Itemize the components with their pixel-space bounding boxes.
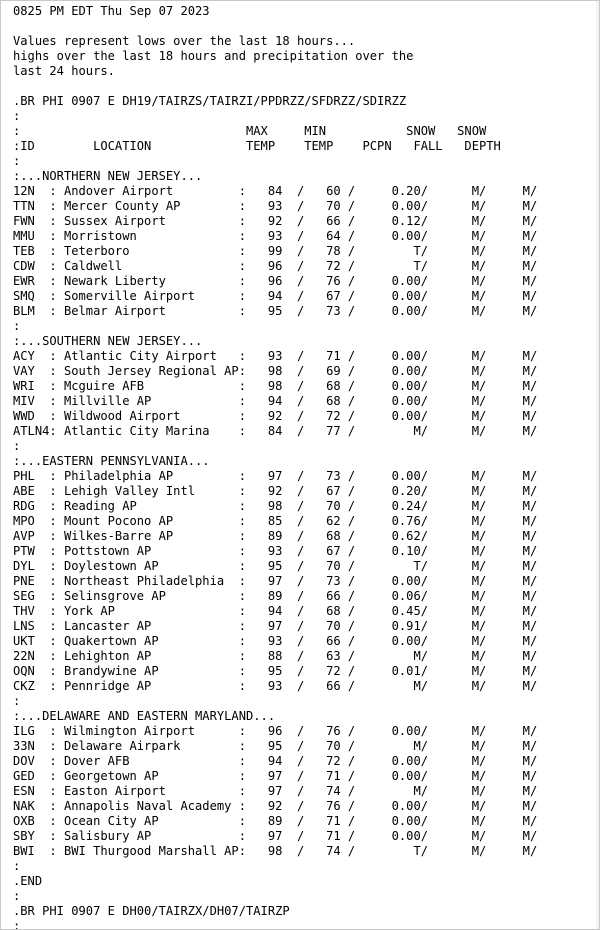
station-row: 22N : Lehighton AP : 88 / 63 / M/ M/ M/ [13,649,538,663]
station-row: MIV : Millville AP : 94 / 68 / 0.00/ M/ M/ [13,394,538,408]
station-row: ABE : Lehigh Valley Intl : 92 / 67 / 0.20/ M/ M/ [13,484,538,498]
separator-colon: : [13,859,21,873]
section-heading: :...SOUTHERN NEW JERSEY... [13,334,203,348]
column-header-line: :ID LOCATION TEMP TEMP PCPN FALL DEPTH [13,139,501,153]
station-row: TEB : Teterboro : 99 / 78 / T/ M/ M/ [13,244,538,258]
station-row: PNE : Northeast Philadelphia : 97 / 73 / 0.00/ M/ M/ [13,574,538,588]
station-row: RDG : Reading AP : 98 / 70 / 0.24/ M/ M/ [13,499,538,513]
intro-line: last 24 hours. [13,64,115,78]
station-row: WRI : Mcguire AFB : 98 / 68 / 0.00/ M/ M/ [13,379,538,393]
separator-colon: : [13,889,21,903]
section-heading: :...DELAWARE AND EASTERN MARYLAND... [13,709,276,723]
station-row: 12N : Andover Airport : 84 / 60 / 0.20/ M/ M/ [13,184,538,198]
station-row: BLM : Belmar Airport : 95 / 73 / 0.00/ M/ M/ [13,304,538,318]
station-row: ILG : Wilmington Airport : 96 / 76 / 0.00/ M/ M/ [13,724,538,738]
station-row: UKT : Quakertown AP : 93 / 66 / 0.00/ M/ M/ [13,634,538,648]
station-row: OXB : Ocean City AP : 89 / 71 / 0.00/ M/ M/ [13,814,538,828]
station-row: 33N : Delaware Airpark : 95 / 70 / M/ M/ M/ [13,739,538,753]
station-row: OQN : Brandywine AP : 95 / 72 / 0.01/ M/ M/ [13,664,538,678]
station-row: SBY : Salisbury AP : 97 / 71 / 0.00/ M/ M/ [13,829,538,843]
station-row: ESN : Easton Airport : 97 / 74 / M/ M/ M/ [13,784,538,798]
blank-line [13,19,537,34]
separator-colon: : [13,319,21,333]
climate-report-text [13,4,537,930]
station-row: FWN : Sussex Airport : 92 / 66 / 0.12/ M/ M/ [13,214,538,228]
separator-colon: : [13,109,21,123]
station-row: MPO : Mount Pocono AP : 85 / 62 / 0.76/ M/ M/ [13,514,538,528]
section-heading: :...NORTHERN NEW JERSEY... [13,169,203,183]
station-row: CKZ : Pennridge AP : 93 / 66 / M/ M/ M/ [13,679,538,693]
station-row: GED : Georgetown AP : 97 / 71 / 0.00/ M/ M/ [13,769,538,783]
station-row: EWR : Newark Liberty : 96 / 76 / 0.00/ M/ M/ [13,274,538,288]
report-timestamp: 0825 PM EDT Thu Sep 07 2023 [13,4,210,18]
station-row: ATLN4: Atlantic City Marina : 84 / 77 / M/ M/ M/ [13,424,538,438]
separator-colon: : [13,439,21,453]
station-row: VAY : South Jersey Regional AP: 98 / 69 / 0.00/ M/ M/ [13,364,538,378]
station-row: TTN : Mercer County AP : 93 / 70 / 0.00/ M/ M/ [13,199,538,213]
separator-colon: : [13,154,21,168]
shef-header-line: .BR PHI 0907 E DH19/TAIRZS/TAIRZI/PPDRZZ/SFDRZZ/SDIRZZ [13,94,407,108]
separator-colon: : [13,694,21,708]
station-row: LNS : Lancaster AP : 97 / 70 / 0.91/ M/ M/ [13,619,538,633]
intro-line: Values represent lows over the last 18 hours... [13,34,356,48]
station-row: BWI : BWI Thurgood Marshall AP: 98 / 74 / T/ M/ M/ [13,844,538,858]
station-row: CDW : Caldwell : 96 / 72 / T/ M/ M/ [13,259,538,273]
column-header-line: : MAX MIN SNOW SNOW [13,124,487,138]
scrollbar-track[interactable] [596,1,599,929]
station-row: DOV : Dover AFB : 94 / 72 / 0.00/ M/ M/ [13,754,538,768]
station-row: DYL : Doylestown AP : 95 / 70 / T/ M/ M/ [13,559,538,573]
station-row: THV : York AP : 94 / 68 / 0.45/ M/ M/ [13,604,538,618]
intro-line: highs over the last 18 hours and precipitation over the [13,49,414,63]
station-row: NAK : Annapolis Naval Academy : 92 / 76 / 0.00/ M/ M/ [13,799,538,813]
shef-header-line: .BR PHI 0907 E DH00/TAIRZX/DH07/TAIRZP [13,904,290,918]
station-row: MMU : Morristown : 93 / 64 / 0.00/ M/ M/ [13,229,538,243]
end-marker: .END [13,874,43,888]
station-row: WWD : Wildwood Airport : 92 / 72 / 0.00/ M/ M/ [13,409,538,423]
section-heading: :...EASTERN PENNSYLVANIA... [13,454,210,468]
station-row: SEG : Selinsgrove AP : 89 / 66 / 0.06/ M/ M/ [13,589,538,603]
station-row: SMQ : Somerville Airport : 94 / 67 / 0.00/ M/ M/ [13,289,538,303]
separator-colon: : [13,919,21,930]
blank-line [13,79,537,94]
station-row: PHL : Philadelphia AP : 97 / 73 / 0.00/ M/ M/ [13,469,538,483]
station-row: AVP : Wilkes-Barre AP : 89 / 68 / 0.62/ M/ M/ [13,529,538,543]
station-row: PTW : Pottstown AP : 93 / 67 / 0.10/ M/ M/ [13,544,538,558]
station-row: ACY : Atlantic City Airport : 93 / 71 / 0.00/ M/ M/ [13,349,538,363]
